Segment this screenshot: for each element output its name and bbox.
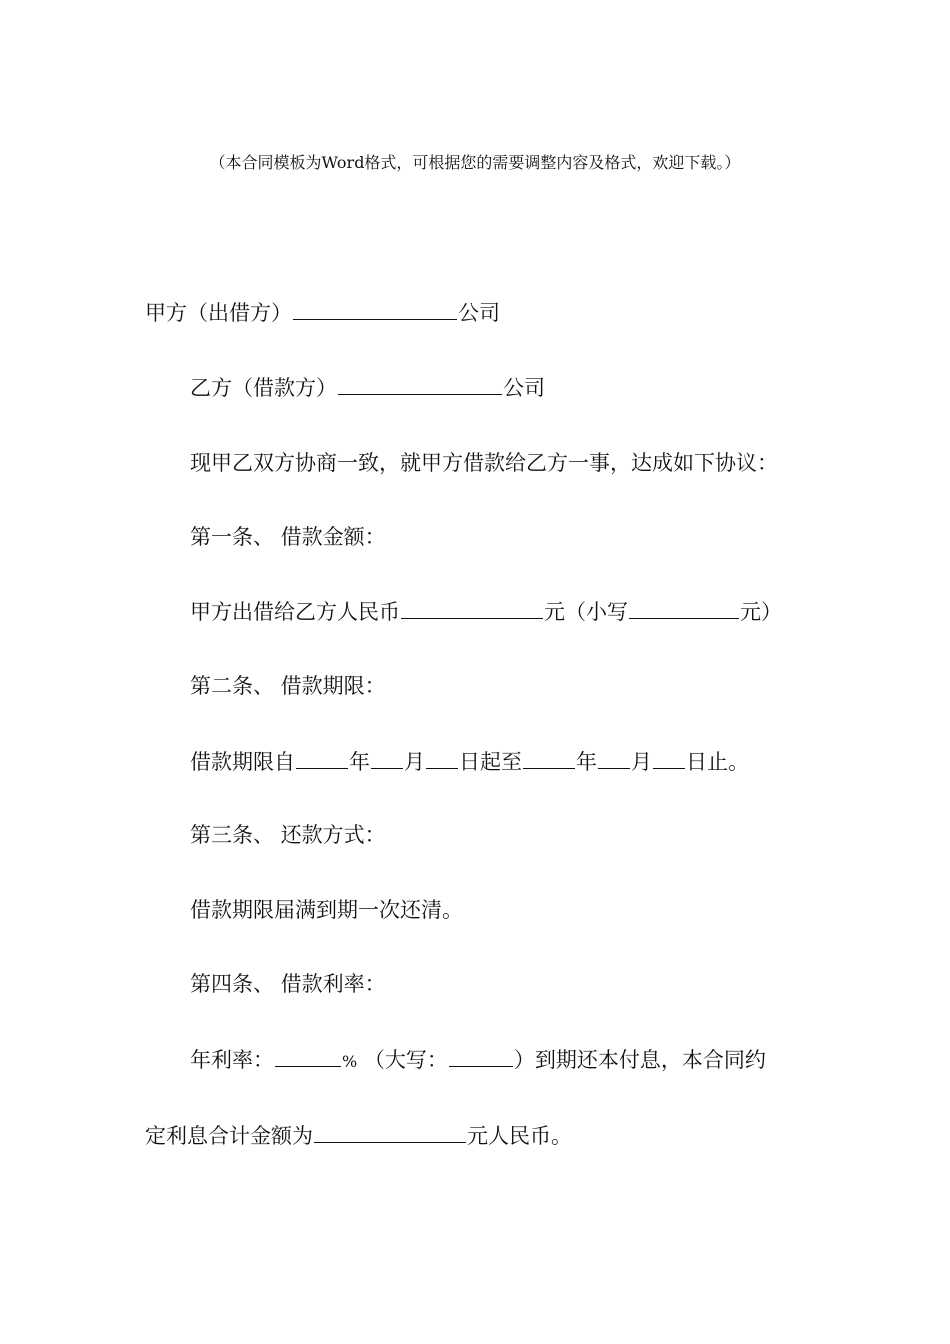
article1-text-a: 甲方出借给乙方人民币 <box>190 600 400 624</box>
article1-text <box>190 596 782 627</box>
interest-total-blank[interactable] <box>314 1120 466 1143</box>
article4-heading: 第四条、 借款利率： <box>190 972 386 996</box>
month-label-end: 月 <box>631 750 652 774</box>
interest-rate-words-blank[interactable] <box>449 1044 513 1067</box>
party-b-suffix: 公司 <box>503 376 545 400</box>
article4-text-e: 元人民币。 <box>467 1124 572 1148</box>
party-a-line <box>145 297 500 328</box>
start-month-blank[interactable] <box>371 746 403 769</box>
article4-text-c: ）到期还本付息，本合同约 <box>513 1048 766 1072</box>
year-label-end: 年 <box>576 750 597 774</box>
party-b-line <box>190 372 545 403</box>
template-note: （本合同模板为Word格式，可根据您的需要调整内容及格式，欢迎下载。） <box>209 153 741 172</box>
interest-rate-blank[interactable] <box>275 1044 341 1067</box>
article1-text-b: 元（小写 <box>544 600 628 624</box>
end-day-blank[interactable] <box>653 746 685 769</box>
article1-heading: 第一条、 借款金额： <box>190 525 386 549</box>
amount-blank[interactable] <box>401 596 543 619</box>
start-year-blank[interactable] <box>296 746 348 769</box>
party-a-label: 甲方（出借方） <box>145 301 292 325</box>
article2-text <box>190 746 749 777</box>
article2-heading: 第二条、 借款期限： <box>190 674 386 698</box>
article4-text-b: （大写： <box>363 1048 448 1072</box>
year-label: 年 <box>349 750 370 774</box>
month-label: 月 <box>404 750 425 774</box>
party-a-blank[interactable] <box>293 297 457 320</box>
end-year-blank[interactable] <box>523 746 575 769</box>
article4-text-line1 <box>190 1044 766 1077</box>
intro-paragraph: 现甲乙双方协商一致，就甲方借款给乙方一事，达成如下协议： <box>190 451 778 475</box>
end-month-blank[interactable] <box>598 746 630 769</box>
party-b-blank[interactable] <box>338 372 502 395</box>
article4-text-a: 年利率： <box>190 1048 274 1072</box>
party-b-label: 乙方（借款方） <box>190 376 337 400</box>
day-from-label: 日起至 <box>459 750 522 774</box>
day-to-label: 日止。 <box>686 750 749 774</box>
article3-text: 借款期限届满到期一次还清。 <box>190 898 463 922</box>
party-a-suffix: 公司 <box>458 301 500 325</box>
start-day-blank[interactable] <box>426 746 458 769</box>
article4-text-d: 定利息合计金额为 <box>145 1124 313 1148</box>
percent-sign: % <box>342 1052 358 1071</box>
article1-text-c: 元） <box>740 600 782 624</box>
article2-text-start: 借款期限自 <box>190 750 295 774</box>
article3-heading: 第三条、 还款方式： <box>190 823 386 847</box>
amount-numeric-blank[interactable] <box>629 596 739 619</box>
article4-text-line2 <box>145 1120 572 1151</box>
